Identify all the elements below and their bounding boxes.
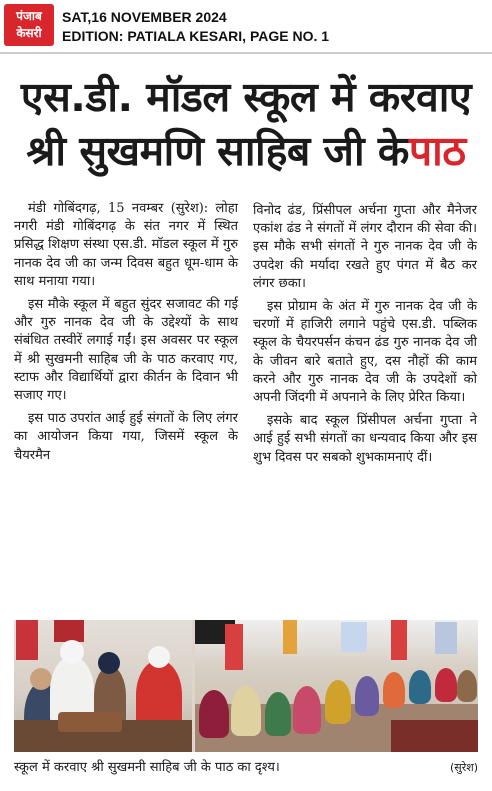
article-column-left [14,200,238,470]
publication-date: SAT,16 NOVEMBER 2024 [62,9,227,25]
newspaper-logo [4,4,54,46]
headline [0,70,492,178]
article-paragraph: इस पाठ उपरांत आई हुई संगतों के लिए लंगर का आयोजन किया गया, जिसमें स्कूल के चैयरमैन [14,411,238,463]
masthead [0,0,492,50]
edition-line: EDITION: PATIALA KESARI, PAGE NO. 1 [62,28,330,44]
headline-line-2-main: श्री सुखमणि साहिब जी के [26,127,409,175]
kirtan-photo [14,620,192,752]
caption-text: स्कूल में करवाए श्री सुखमनी साहिब जी के पाठ का दृश्य। [14,760,280,775]
header-divider [0,52,492,54]
article-paragraph: इसके बाद स्कूल प्रिंसीपल अर्चना गुप्ता ने आई हुई सभी संगतों का धन्यवाद किया और इस शुभ दिवस पर सबको शुभकामनाएं दीं। [253,413,477,465]
headline-accent-word: पाठ [408,127,466,175]
article-paragraph: मंडी गोबिंदगढ़, 15 नवम्बर (सुरेश): लोहा नगरी मंडी गोबिंदगढ़ के संत नगर में स्थित प्रसिद्ध शिक्षण संस्था एस.डी. मॉडल स्कूल में गुरु नानक देव जी का जन्म दिवस बहुत धूम-धाम के साथ मनाया गया। [14,201,238,289]
langar-photo [195,620,478,752]
article-paragraph: इस प्रोग्राम के अंत में गुरु नानक देव जी के चरणों में हाजिरी लगाने पहुंचे एस.डी. पब्लिक स्कूल के चैयरपर्सन कंचन ढंड गुरु नानक देव जी के जीवन बारे बताते हुए, दस नौहों की काम करने और गुरु नानक देव जी के उपदेशों को अपनी जिंदगी में अपनाने के लिए प्रेरित किया। [253,299,477,406]
article-paragraph: विनोद ढंड, प्रिंसीपल अर्चना गुप्ता और मैनेजर एकांश ढंड ने संगतों में लंगर दौरान की सेवा की। इस मौके सभी संगतों ने गुरु नानक देव जी के उपदेश की मर्यादा रखते हुए पंगत में बैठ कर लंगर छका। [253,203,477,291]
photo-credit: (सुरेश) [450,761,478,774]
edition-info [62,8,329,46]
event-photo [14,620,478,752]
photo-caption [14,758,478,778]
headline-line-1: एस.डी. मॉडल स्कूल में करवाए [20,73,472,121]
logo-line-2: केसरी [16,26,42,40]
article-column-right [253,202,477,472]
article-paragraph: इस मौके स्कूल में बहुत सुंदर सजावट की गई और गुरु नानक देव जी के उद्देश्यों के साथ संबंधित तस्वीरें लगाई गईं। इस अवसर पर स्कूल में श्री सुखमनी साहिब जी के पाठ करवाए गए, स्टाफ और विद्यार्थियों द्वारा कीर्तन के दिवान भी सजाए गए। [14,297,238,404]
logo-line-1: पंजाब [16,9,42,23]
headline-line-2 [0,124,492,178]
